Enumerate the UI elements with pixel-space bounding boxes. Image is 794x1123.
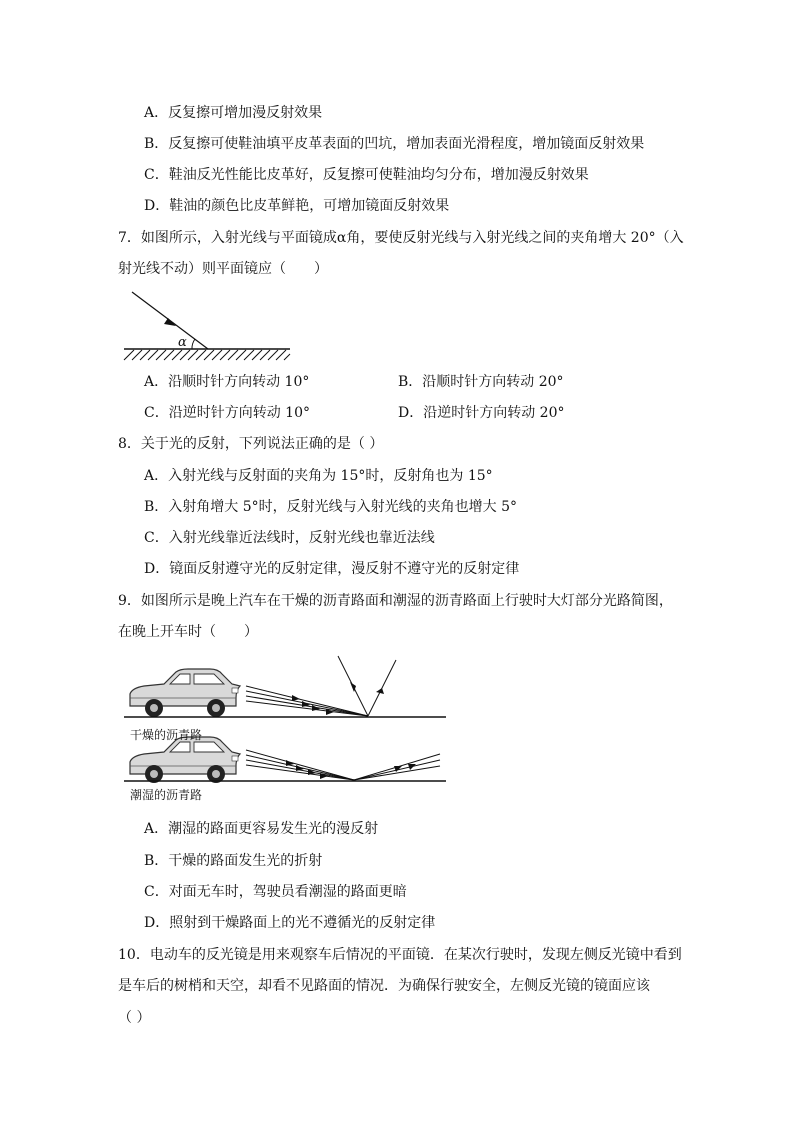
dry-light-rays bbox=[246, 656, 396, 716]
q6-option-c: C．鞋油反光性能比皮革好，反复擦可使鞋油均匀分布，增加漫反射效果 bbox=[144, 167, 589, 183]
wet-ray-arrows bbox=[286, 760, 416, 779]
q10-stem-line1: 10．电动车的反光镜是用来观察车后情况的平面镜．在某次行驶时，发现左侧反光镜中看到 bbox=[118, 947, 682, 963]
caption-wet-road: 潮湿的沥青路 bbox=[130, 788, 203, 802]
q7-option-b: B．沿顺时针方向转动 20° bbox=[398, 374, 564, 390]
q10-stem-line3: （ ） bbox=[118, 1010, 151, 1026]
car-icon-wet bbox=[130, 737, 240, 783]
q8-option-b: B．入射角增大 5°时，反射光线与入射光线的夹角也增大 5° bbox=[144, 499, 518, 515]
mirror-hatching bbox=[124, 350, 290, 360]
q6-option-a: A．反复擦可增加漫反射效果 bbox=[144, 105, 323, 121]
q7-stem-line1: 7．如图所示，入射光线与平面镜成α角，要使反射光线与入射光线之间的夹角增大 20°（入 bbox=[118, 230, 684, 246]
q6-option-d: D．鞋油的颜色比皮革鲜艳，可增加镜面反射效果 bbox=[144, 198, 450, 214]
q9-stem-line2: 在晚上开车时（ ） bbox=[118, 624, 258, 640]
dry-road-scene bbox=[124, 656, 446, 717]
q8-option-d: D．镜面反射遵守光的反射定律，漫反射不遵守光的反射定律 bbox=[144, 561, 520, 577]
q9-option-d: D．照射到干燥路面上的光不遵循光的反射定律 bbox=[144, 915, 436, 931]
q8-option-a: A．入射光线与反射面的夹角为 15°时，反射角也为 15° bbox=[144, 468, 493, 484]
angle-arc bbox=[192, 339, 195, 349]
q9-stem-line1: 9．如图所示是晚上汽车在干燥的沥青路面和潮湿的沥青路面上行驶时大灯部分光路简图， bbox=[118, 593, 673, 609]
ray-arrow-icon bbox=[164, 318, 176, 326]
q8-stem: 8．关于光的反射，下列说法正确的是（ ） bbox=[118, 436, 384, 452]
wet-road-scene bbox=[124, 737, 446, 783]
q9-option-c: C．对面无车时，驾驶员看潮湿的路面更暗 bbox=[144, 884, 407, 900]
caption-dry-road: 干燥的沥青路 bbox=[130, 728, 203, 742]
q7-option-c: C．沿逆时针方向转动 10° bbox=[144, 405, 310, 421]
q7-option-a: A．沿顺时针方向转动 10° bbox=[144, 374, 310, 390]
q9-option-b: B．干燥的路面发生光的折射 bbox=[144, 853, 323, 869]
angle-label: α bbox=[178, 335, 187, 350]
q9-option-a: A．潮湿的路面更容易发生光的漫反射 bbox=[144, 821, 379, 837]
car-icon-dry bbox=[130, 669, 240, 717]
q6-option-b: B．反复擦可使鞋油填平皮革表面的凹坑，增加表面光滑程度，增加镜面反射效果 bbox=[144, 136, 645, 152]
q7-stem-line2: 射光线不动）则平面镜应（ ） bbox=[118, 261, 328, 277]
q7-option-d: D．沿逆时针方向转动 20° bbox=[398, 405, 565, 421]
q7-mirror-figure bbox=[118, 284, 298, 364]
q8-option-c: C．入射光线靠近法线时，反射光线也靠近法线 bbox=[144, 530, 435, 546]
q10-stem-line2: 是车后的树梢和天空，却看不见路面的情况．为确保行驶安全，左侧反光镜的镜面应该 bbox=[118, 978, 650, 994]
